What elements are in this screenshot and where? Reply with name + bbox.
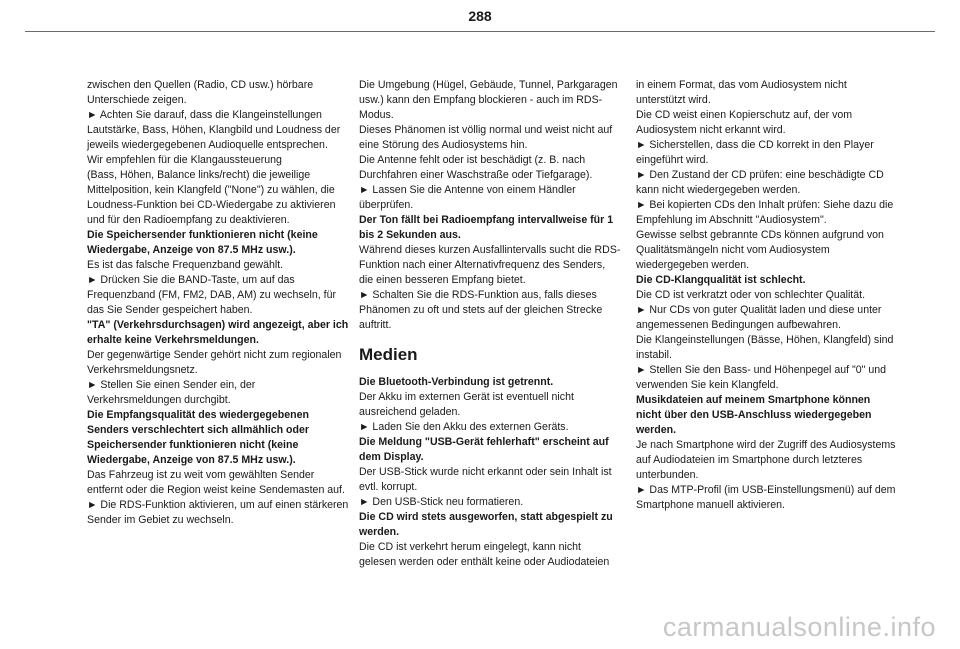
paragraph-heading: Die CD-Klangqualität ist schlecht.	[636, 274, 806, 286]
text-column-right	[636, 78, 898, 513]
paragraph-heading: Die CD wird stets ausgeworfen, statt abgespielt zu werden.	[359, 511, 613, 538]
paragraph: Gewisse selbst gebrannte CDs können aufgrund von Qualitätsmängeln nicht vom Audiosystem wiedergegeben werden.	[636, 229, 884, 271]
paragraph: ► Lassen Sie die Antenne von einem Händler überprüfen.	[359, 184, 576, 211]
paragraph: Das Fahrzeug ist zu weit vom gewählten Sender entfernt oder die Region weist keine Sendemasten auf.	[87, 469, 345, 496]
paragraph: ► Stellen Sie einen Sender ein, der Verkehrsmeldungen durchgibt.	[87, 379, 256, 406]
page-number: 288	[468, 8, 492, 24]
paragraph: ► Drücken Sie die BAND-Taste, um auf das Frequenzband (FM, FM2, DAB, AM) zu wechseln, für das Sie Sender gespeichert haben.	[87, 274, 337, 316]
paragraph: ► Bei kopierten CDs den Inhalt prüfen: Siehe dazu die Empfehlung im Abschnitt "Audiosystem".	[636, 199, 894, 226]
text-column-middle	[359, 78, 621, 570]
paragraph: Es ist das falsche Frequenzband gewählt.	[87, 259, 284, 271]
paragraph: Je nach Smartphone wird der Zugriff des Audiosystems auf Audiodateien im Smartphone durch letzteres unterbunden.	[636, 439, 896, 481]
paragraph: Die CD ist verkehrt herum eingelegt, kann nicht gelesen werden oder enthält keine oder Audiodateien	[359, 541, 610, 568]
paragraph: ► Die RDS-Funktion aktivieren, um auf einen stärkeren Sender im Gebiet zu wechseln.	[87, 499, 349, 526]
paragraph: Die CD ist verkratzt oder von schlechter Qualität.	[636, 289, 866, 301]
paragraph-heading: Die Speichersender funktionieren nicht (keine Wiedergabe, Anzeige von 87.5 MHz usw.).	[87, 229, 318, 256]
paragraph: ► Den USB-Stick neu formatieren.	[359, 496, 524, 508]
paragraph-heading: Die Empfangsqualität des wiedergegebenen Senders verschlechtert sich allmählich oder Speichersender funktionieren nicht (keine Wiedergabe, Anzeige von 87.5 MHz usw.).	[87, 409, 309, 466]
paragraph: ► Sicherstellen, dass die CD korrekt in den Player eingeführt wird.	[636, 139, 874, 166]
paragraph: ► Den Zustand der CD prüfen: eine beschädigte CD kann nicht wiedergegeben werden.	[636, 169, 884, 196]
paragraph: (Bass, Höhen, Balance links/recht) die jeweilige Mittelposition, kein Klangfeld ("None") zu wählen, die Loudness-Funktion bei CD-Wiedergabe zu aktivieren und für den Radioempfang zu deaktivieren.	[87, 169, 336, 226]
paragraph: Die Antenne fehlt oder ist beschädigt (z. B. nach Durchfahren einer Waschstraße oder Tiefgarage).	[359, 154, 593, 181]
paragraph: Der USB-Stick wurde nicht erkannt oder sein Inhalt ist evtl. korrupt.	[359, 466, 612, 493]
text-column-left	[87, 78, 349, 528]
paragraph: in einem Format, das vom Audiosystem nicht unterstützt wird.	[636, 79, 847, 106]
paragraph: Während dieses kurzen Ausfallintervalls sucht die RDS-Funktion nach einer Alternativfrequenz des Senders, die einen besseren Empfang bietet.	[359, 244, 621, 286]
paragraph: Die Umgebung (Hügel, Gebäude, Tunnel, Parkgaragen usw.) kann den Empfang blockieren - auch im RDS-Modus.	[359, 79, 618, 121]
section-title: Medien	[359, 345, 418, 364]
paragraph-heading: Die Meldung "USB-Gerät fehlerhaft" erscheint auf dem Display.	[359, 436, 609, 463]
paragraph-heading: Der Ton fällt bei Radioempfang intervallweise für 1 bis 2 Sekunden aus.	[359, 214, 614, 241]
paragraph: Die Klangeinstellungen (Bässe, Höhen, Klangfeld) sind instabil.	[636, 334, 894, 361]
paragraph: zwischen den Quellen (Radio, CD usw.) hörbare Unterschiede zeigen.	[87, 79, 314, 106]
paragraph: ► Laden Sie den Akku des externen Geräts.	[359, 421, 569, 433]
paragraph-heading: Die Bluetooth-Verbindung ist getrennt.	[359, 376, 554, 388]
paragraph: Wir empfehlen für die Klangaussteuerung	[87, 154, 282, 166]
paragraph: ► Nur CDs von guter Qualität laden und diese unter angemessenen Bedingungen aufbewahren.	[636, 304, 882, 331]
paragraph: Die CD weist einen Kopierschutz auf, der vom Audiosystem nicht erkannt wird.	[636, 109, 853, 136]
paragraph: Der Akku im externen Gerät ist eventuell nicht ausreichend geladen.	[359, 391, 574, 418]
paragraph: ► Stellen Sie den Bass- und Höhenpegel auf "0" und verwenden Sie kein Klangfeld.	[636, 364, 887, 391]
paragraph: ► Das MTP-Profil (im USB-Einstellungsmenü) auf dem Smartphone manuell aktivieren.	[636, 484, 896, 511]
paragraph: Der gegenwärtige Sender gehört nicht zum regionalen Verkehrsmeldungsnetz.	[87, 349, 342, 376]
watermark: carmanualsonline.info	[662, 612, 936, 642]
paragraph: ► Achten Sie darauf, dass die Klangeinstellungen Lautstärke, Bass, Höhen, Klangbild und Loudness der jeweils wiedergegebenen Audioquelle entsprechen.	[87, 109, 341, 151]
paragraph-heading: "TA" (Verkehrsdurchsagen) wird angezeigt, aber ich erhalte keine Verkehrsmeldungen.	[87, 319, 349, 346]
paragraph: ► Schalten Sie die RDS-Funktion aus, falls dieses Phänomen zu oft und stets auf der gleichen Strecke auftritt.	[359, 289, 603, 331]
header-divider	[25, 31, 935, 32]
paragraph: Dieses Phänomen ist völlig normal und weist nicht auf eine Störung des Audiosystems hin.	[359, 124, 613, 151]
paragraph-heading: Musikdateien auf meinem Smartphone können nicht über den USB-Anschluss wiedergegeben werden.	[636, 394, 872, 436]
